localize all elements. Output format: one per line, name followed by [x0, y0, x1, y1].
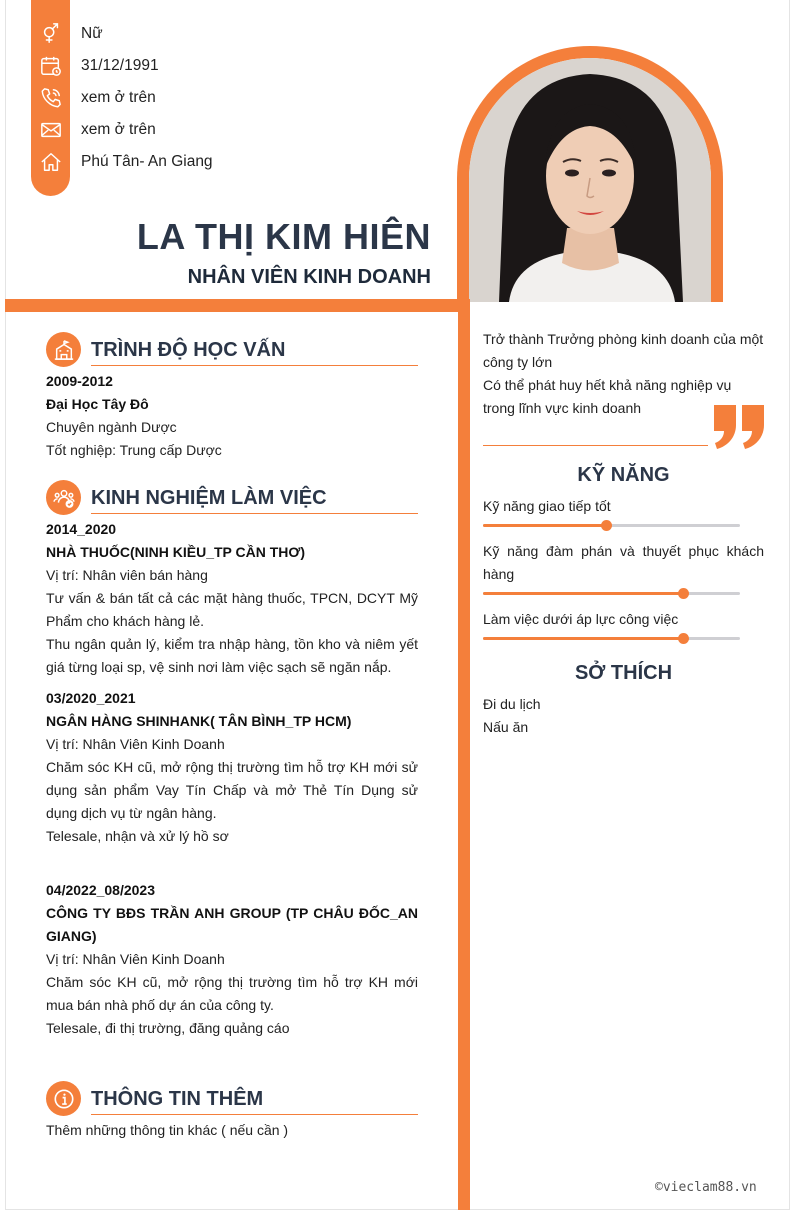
job-description: Telesale, đi thị trường, đăng quảng cáo	[46, 1020, 290, 1036]
school-icon	[46, 332, 81, 367]
calendar-icon	[40, 55, 62, 77]
quote-underline	[483, 445, 708, 446]
job-period: 04/2022_08/2023	[46, 882, 155, 898]
skill-label: Kỹ năng giao tiếp tốt	[483, 498, 611, 514]
horizontal-divider	[5, 299, 458, 312]
hobby-item: Đi du lịch	[483, 696, 541, 712]
team-icon	[46, 480, 81, 515]
profile-photo	[457, 46, 723, 302]
experience-underline	[91, 513, 418, 514]
job-company: NHÀ THUỐC(NINH KIỀU_TP CẦN THƠ)	[46, 544, 306, 560]
quote-icon	[712, 405, 766, 449]
job-position: Vị trí: Nhân Viên Kinh Doanh	[46, 736, 225, 752]
contact-email	[40, 114, 213, 146]
info-icon	[46, 1081, 81, 1116]
job-position: Vị trí: Nhân Viên Kinh Doanh	[46, 951, 225, 967]
skill-fill	[483, 637, 683, 640]
portrait-illustration	[469, 58, 711, 302]
home-icon	[40, 151, 62, 173]
extra-header	[46, 1081, 418, 1117]
extra-block	[46, 1119, 418, 1142]
gender-icon	[40, 23, 62, 45]
job-position: Vị trí: Nhân viên bán hàng	[46, 567, 208, 583]
skills-title: KỸ NĂNG	[577, 464, 670, 486]
education-school: Đại Học Tây Đô	[46, 396, 149, 412]
job-description: Thu ngân quản lý, kiểm tra nhập hàng, tồn kho và niêm yết giá từng loại sp, vệ sinh nơi làm việc sạch sẽ ngăn nắp.	[46, 636, 418, 675]
skill-fill	[483, 524, 606, 527]
watermark: ©vieclam88.vn	[655, 1180, 757, 1195]
contact-gender	[40, 18, 213, 50]
hobbies-list	[483, 693, 764, 739]
extra-underline	[91, 1114, 418, 1115]
job-company: NGÂN HÀNG SHINHANK( TÂN BÌNH_TP HCM)	[46, 713, 352, 729]
job-title: NHÂN VIÊN KINH DOANH	[187, 266, 431, 288]
extra-text: Thêm những thông tin khác ( nếu cần )	[46, 1122, 289, 1138]
hobby-item: Nấu ăn	[483, 719, 529, 735]
skill-bar	[483, 524, 740, 527]
hobbies-title: SỞ THÍCH	[574, 662, 673, 684]
job-description: Chăm sóc KH cũ, mở rộng thị trường tìm hỗ trợ KH mới sử dụng sản phẩm Vay Tín Chấp và mở Thẻ Tín Dụng sử dụng dịch vụ từ ngân hàng.	[46, 759, 418, 821]
birthday-value: 31/12/1991	[81, 57, 159, 74]
skill-fill	[483, 592, 683, 595]
skill-label: Làm việc dưới áp lực công việc	[483, 611, 679, 627]
job-description: Chăm sóc KH cũ, mở rộng thị trường tìm hỗ trợ KH mới mua bán nhà phố dự án của công ty.	[46, 974, 418, 1013]
envelope-icon	[40, 119, 62, 141]
contact-phone	[40, 82, 213, 114]
gender-value: Nữ	[81, 25, 103, 42]
contact-list	[40, 18, 213, 178]
education-major: Chuyên ngành Dược	[46, 419, 177, 435]
job-description: Tư vấn & bán tất cả các mặt hàng thuốc, TPCN, DCYT Mỹ Phẩm cho khách hàng lẻ.	[46, 590, 418, 629]
job-item	[46, 687, 418, 848]
experience-title: KINH NGHIỆM LÀM VIỆC	[91, 487, 327, 509]
job-company: CÔNG TY BĐS TRẦN ANH GROUP (TP CHÂU ĐỐC_AN GIANG)	[46, 905, 418, 944]
education-period: 2009-2012	[46, 373, 113, 389]
phone-value: xem ở trên	[81, 89, 156, 106]
vertical-divider	[458, 299, 470, 1210]
job-period: 2014_2020	[46, 521, 117, 537]
contact-address	[40, 146, 213, 178]
education-header	[46, 332, 418, 368]
skill-bar	[483, 592, 740, 595]
education-graduation: Tốt nghiệp: Trung cấp Dược	[46, 442, 222, 458]
skill-label: Kỹ năng đàm phán và thuyết phục khách hàng	[483, 543, 764, 582]
extra-title: THÔNG TIN THÊM	[91, 1088, 264, 1110]
job-description: Telesale, nhận và xử lý hồ sơ	[46, 828, 229, 844]
objective-line: Có thể phát huy hết khả năng nghiệp vụ trong lĩnh vực kinh doanh	[483, 377, 732, 416]
education-block	[46, 370, 418, 462]
job-item	[46, 879, 418, 1040]
objective-line: Trở thành Trưởng phòng kinh doanh của một công ty lớn	[483, 331, 764, 370]
phone-icon	[40, 87, 62, 109]
education-underline	[91, 365, 418, 366]
experience-header	[46, 480, 418, 516]
skill-bar	[483, 637, 740, 640]
job-period: 03/2020_2021	[46, 690, 136, 706]
education-title: TRÌNH ĐỘ HỌC VẤN	[91, 339, 286, 361]
address-value: Phú Tân- An Giang	[81, 153, 213, 170]
contact-birthday	[40, 50, 213, 82]
job-item	[46, 518, 418, 679]
candidate-name: LA THỊ KIM HIÊN	[136, 216, 431, 257]
email-value: xem ở trên	[81, 121, 156, 138]
